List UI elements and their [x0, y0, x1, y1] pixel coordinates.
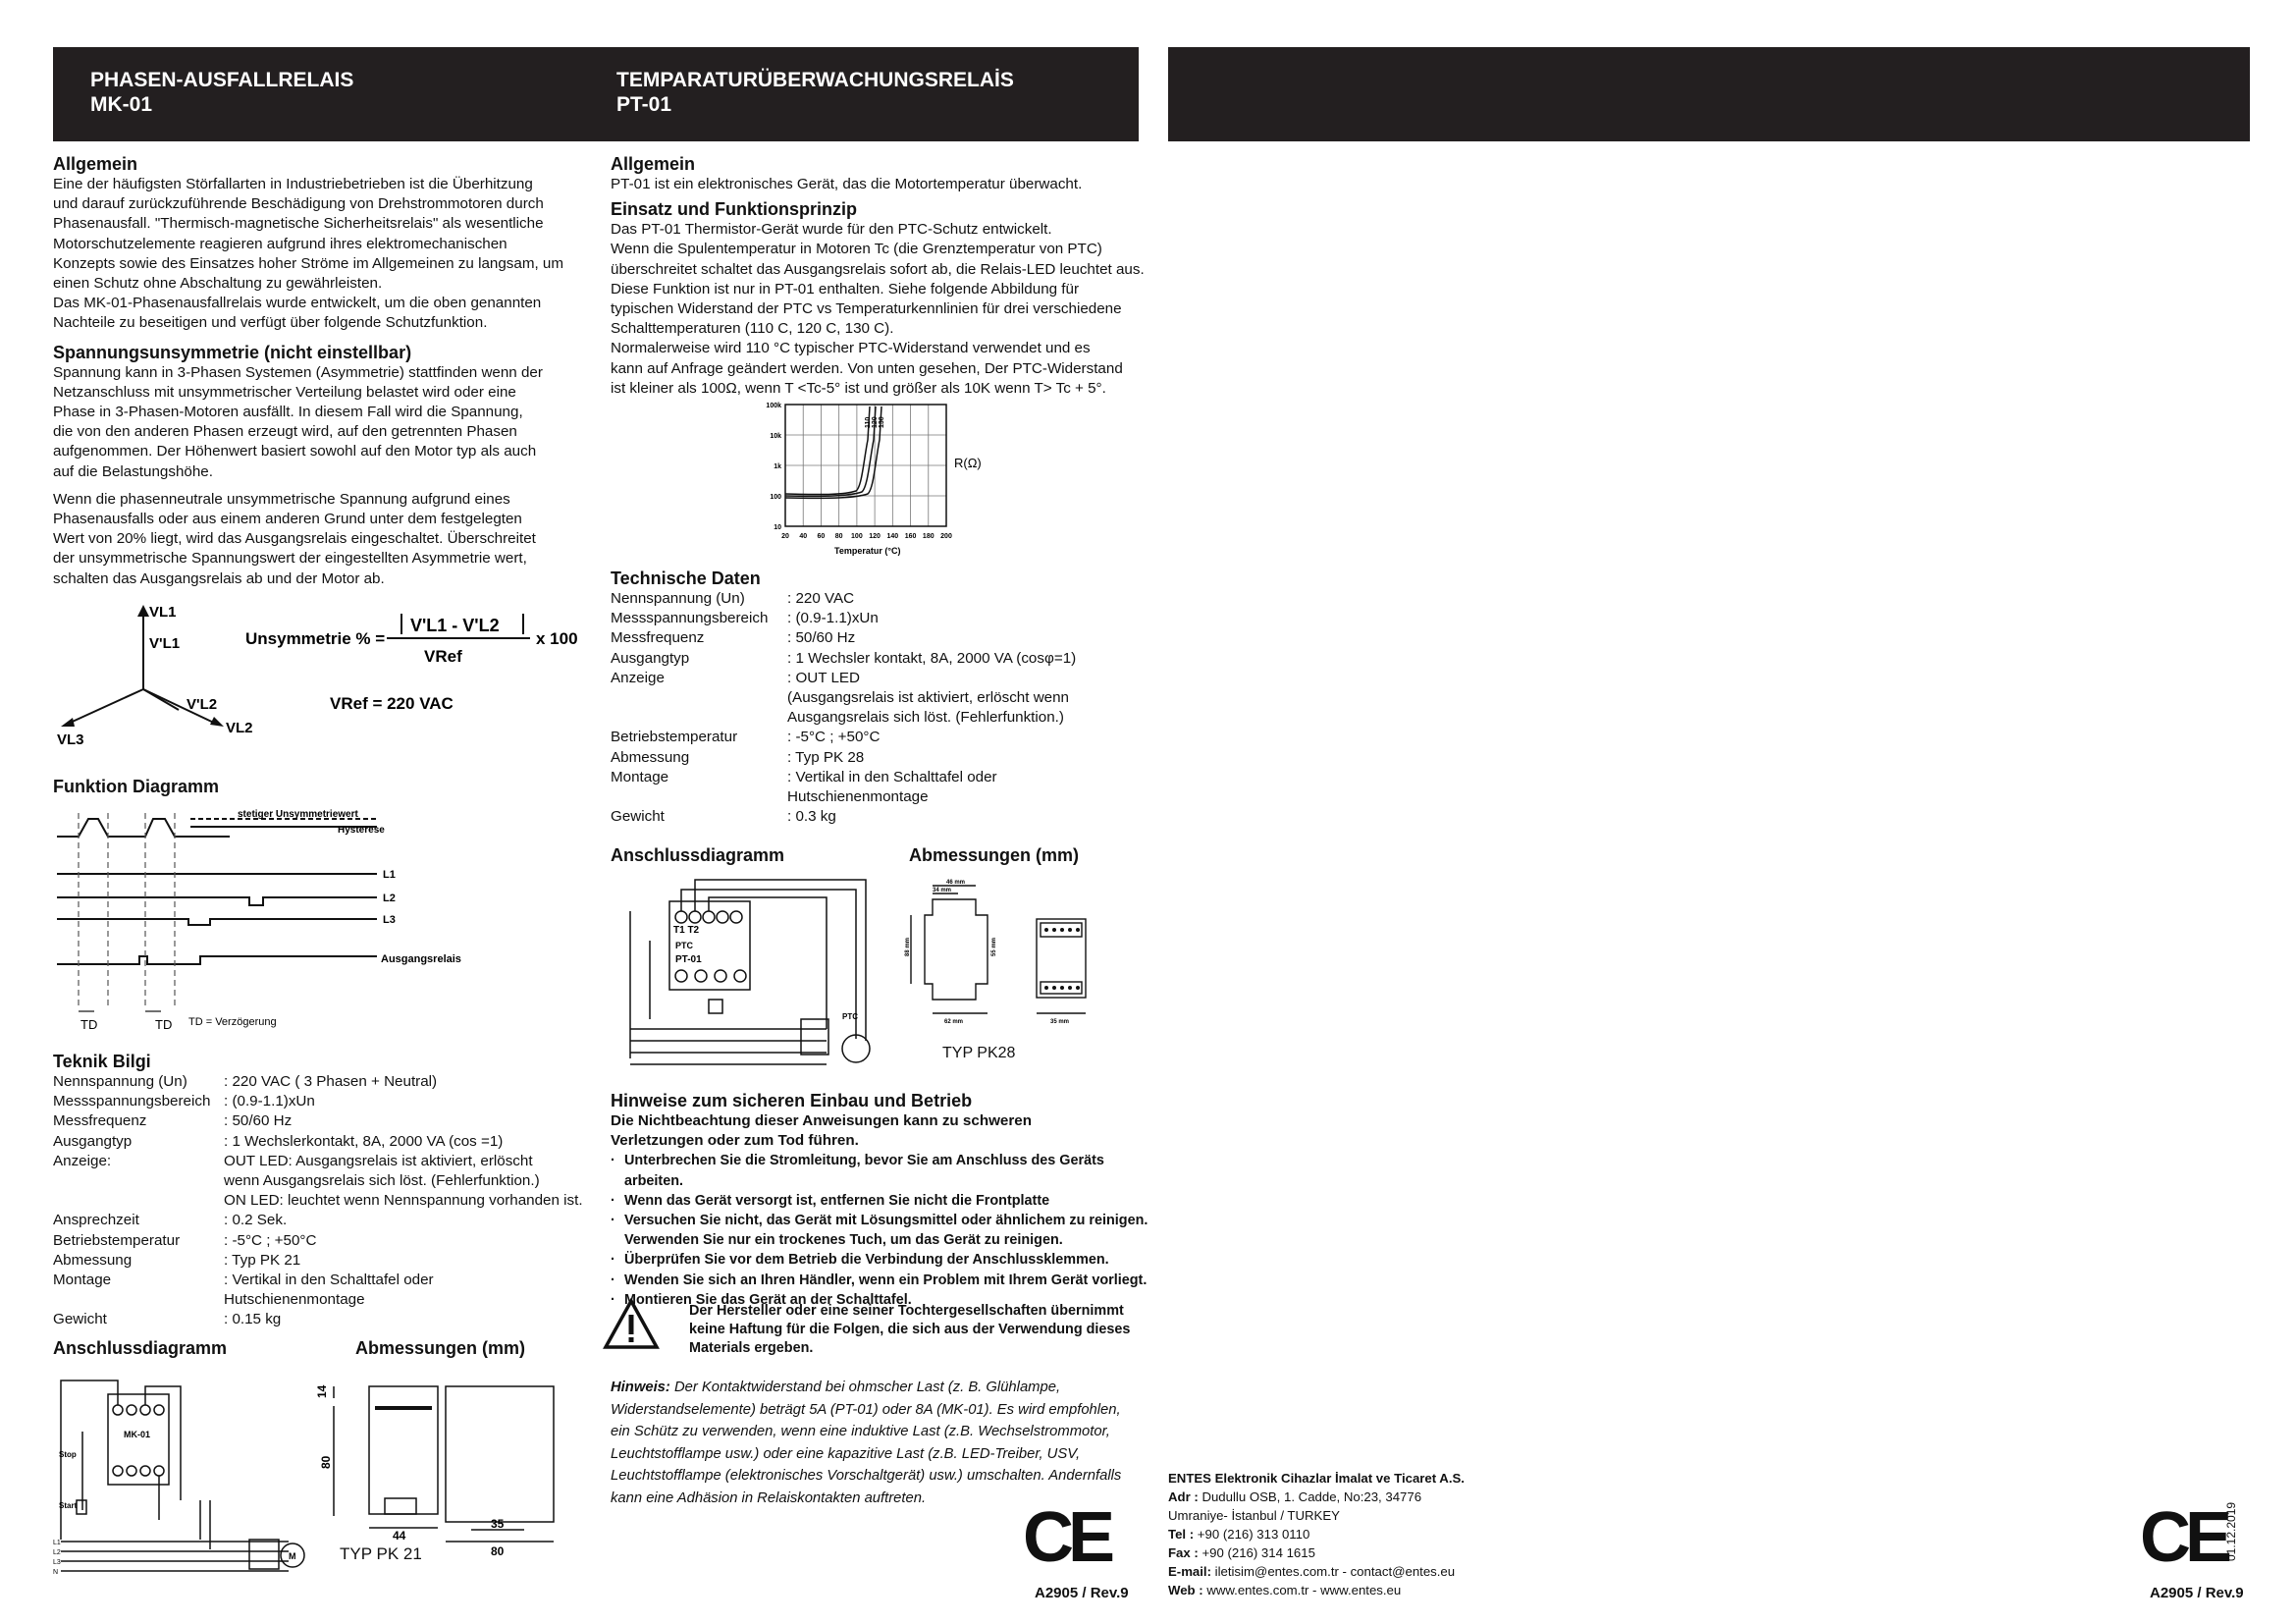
- safety-item-text: Wenden Sie sich an Ihren Händler, wenn ein Problem mit Ihrem Gerät vorliegt.: [624, 1272, 1148, 1288]
- text-line: Phase in 3-Phasen-Motoren ausfällt. In diesem Fall wird die Spannung,: [53, 404, 523, 421]
- l2-label: L2: [383, 893, 396, 904]
- vl3-label: VL3: [57, 731, 84, 748]
- safety-item: [611, 1151, 1160, 1190]
- web-link[interactable]: www.entes.com.tr - www.entes.eu: [1202, 1583, 1402, 1597]
- output-label: Ausgangsrelais: [381, 953, 461, 965]
- formula-denominator: VRef: [424, 647, 462, 666]
- header-bar-right: [1168, 47, 2250, 141]
- x-tick-label: 20: [781, 533, 789, 540]
- mk01-general-text: [53, 175, 583, 334]
- tel-line: [1168, 1525, 1561, 1543]
- text-line: Das MK-01-Phasenausfallrelais wurde entwickelt, um die oben genannten: [53, 295, 542, 312]
- bullet: ·: [611, 1272, 615, 1288]
- bullet: ·: [611, 1252, 615, 1269]
- formula-label: Unsymmetrie % =: [245, 629, 386, 648]
- spec-key: [53, 1191, 224, 1211]
- spec-value: : (0.9-1.1)xUn: [224, 1093, 315, 1110]
- spec-value: Hutschienenmontage: [224, 1291, 365, 1309]
- spec-key: Abmessung: [611, 748, 690, 766]
- dim-88: 88 mm: [905, 937, 911, 956]
- fax-value: +90 (216) 314 1615: [1198, 1545, 1315, 1560]
- safety-item-text: Unterbrechen Sie die Stromleitung, bevor Sie am Anschluss des Geräts arbeiten.: [624, 1153, 1104, 1189]
- safety-item-text: Versuchen Sie nicht, das Gerät mit Lösungsmittel oder ähnlichem zu reinigen.: [624, 1213, 1148, 1229]
- safety-section: [611, 1086, 1160, 1310]
- pt01-header: [616, 68, 1014, 117]
- asymmetry-vector-diagram: [53, 599, 603, 756]
- spec-row: [611, 768, 1160, 787]
- spec-key: Ausgangtyp: [53, 1132, 133, 1150]
- spec-value: : 220 VAC: [787, 590, 855, 607]
- pt01-general-heading: Allgemein: [611, 154, 696, 174]
- mk01-title: PHASEN-AUSFALLRELAIS: [90, 69, 354, 91]
- mk01-asym-text1: [53, 363, 583, 482]
- company-name: ENTES Elektronik Cihazlar İmalat ve Ticaret A.S.: [1168, 1471, 1465, 1486]
- spec-row: [53, 1271, 603, 1290]
- spec-row: [53, 1092, 603, 1111]
- spec-row: [611, 748, 1160, 768]
- text-line: Eine der häufigsten Störfallarten in Industriebetrieben ist die Überhitzung: [53, 176, 533, 192]
- spec-value: : 50/60 Hz: [787, 629, 856, 647]
- safety-item-text: Überprüfen Sie vor dem Betrieb die Verbindung der Anschlussklemmen.: [624, 1252, 1109, 1269]
- mk01-asym-heading: Spannungsunsymmetrie (nicht einstellbar): [53, 342, 412, 362]
- y-tick-label: 100: [770, 494, 781, 501]
- safety-intro: [611, 1111, 1160, 1151]
- bullet: ·: [611, 1213, 615, 1229]
- spec-key: Messfrequenz: [53, 1112, 147, 1130]
- curve-label: 110: [865, 416, 872, 428]
- company-block: [1168, 1469, 1561, 1599]
- x-tick-label: 200: [940, 533, 952, 540]
- spec-value: : 220 VAC ( 3 Phasen + Neutral): [224, 1073, 438, 1090]
- chart-ylabel: R(Ω): [954, 456, 982, 470]
- bullet: ·: [611, 1153, 615, 1169]
- spec-key: Ausgangtyp: [611, 649, 690, 667]
- text-line: kann auf Anfrage geändert werden. Von unten gesehen, Der PTC-Widerstand: [611, 359, 1123, 377]
- pt01-tech: [611, 564, 1160, 827]
- pt01-column: [611, 149, 1160, 399]
- note-label: Hinweis:: [611, 1380, 670, 1395]
- spec-row: [53, 1072, 603, 1092]
- spec-key: [611, 787, 787, 807]
- text-line: Leuchtstofflampe (elektronisches Vorschaltgerät) usw.) umschalten. Andernfalls: [611, 1468, 1122, 1484]
- text-line: und darauf zurückzuführende Beschädigung von Drehstrommotoren durch: [53, 195, 544, 213]
- note-block: [611, 1377, 1160, 1509]
- spec-key: Betriebstemperatur: [53, 1231, 181, 1249]
- ptc-resistance-chart: [746, 401, 1021, 558]
- text-line: auf die Belastungshöhe.: [53, 462, 213, 480]
- text-line: Wenn die Spulentemperatur in Motoren Tc (die Grenztemperatur von PTC): [611, 241, 1102, 258]
- pt01-dimension-drawing: [903, 876, 1099, 1043]
- l2-label: L2: [53, 1549, 61, 1556]
- spec-row: [611, 649, 1160, 669]
- spec-row: [53, 1251, 603, 1271]
- spec-row: [611, 688, 1160, 708]
- pt01-func-text: [611, 220, 1160, 399]
- text-line: Spannung kann in 3-Phasen Systemen (Asymmetrie) stattfinden wenn der: [53, 363, 543, 381]
- adr-label: Adr :: [1168, 1489, 1199, 1504]
- dim-44: 44: [393, 1529, 406, 1543]
- mail-line: [1168, 1562, 1561, 1581]
- pt01-connection-diagram: [611, 872, 885, 1078]
- spec-key: Gewicht: [53, 1311, 107, 1328]
- dim-46: 46 mm: [946, 880, 966, 886]
- pt01-dim-heading: Abmessungen (mm): [909, 845, 1080, 865]
- text-line: Nachteile zu beseitigen und verfügt über folgende Schutzfunktion.: [53, 314, 488, 332]
- bullet: [611, 1230, 624, 1250]
- spec-key: Betriebstemperatur: [611, 729, 738, 746]
- spec-row: [53, 1152, 603, 1171]
- dim-14: 14: [315, 1384, 329, 1398]
- pt01-func-heading: Einsatz und Funktionsprinzip: [611, 199, 857, 220]
- v1-label: V'L1: [149, 635, 181, 652]
- text-line: Diese Funktion ist nur in PT-01 enthalten. Siehe folgende Abbildung für: [611, 280, 1080, 298]
- l3-label: L3: [53, 1559, 61, 1566]
- spec-key: Nennspannung (Un): [53, 1073, 187, 1090]
- web-line: [1168, 1581, 1561, 1599]
- y-tick-label: 10k: [770, 433, 781, 440]
- motor-label: M: [289, 1551, 296, 1561]
- spec-value: OUT LED: Ausgangsrelais ist aktiviert, erlöscht: [224, 1152, 533, 1169]
- text-line: die von den anderen Phasen erzeugt wird, auf den getrennten Phasen: [53, 423, 517, 441]
- mk01-func-block: [53, 772, 583, 797]
- x-tick-label: 80: [834, 533, 843, 540]
- n-label: N: [53, 1569, 59, 1576]
- spec-key: Montage: [611, 768, 669, 785]
- pt01-conn-heading: Anschlussdiagramm: [611, 845, 785, 865]
- td-note: TD = Verzögerung: [188, 1016, 277, 1028]
- ptc-label: PTC: [842, 1012, 858, 1021]
- fax-label: Fax :: [1168, 1545, 1199, 1560]
- header-bar-left: [53, 47, 1139, 141]
- spec-key: Messfrequenz: [611, 629, 705, 647]
- ptc-label: PTC: [675, 941, 693, 950]
- function-timing-diagram: [53, 803, 485, 1039]
- spec-key: [53, 1290, 224, 1310]
- spec-key: [611, 708, 787, 728]
- spec-row: [611, 728, 1160, 747]
- text-line: Motorschutzelemente reagieren aufgrund ihres elektromechanischen: [53, 235, 507, 252]
- mk01-general-heading: Allgemein: [53, 154, 138, 174]
- x-tick-label: 100: [851, 533, 863, 540]
- dim-35: 35: [491, 1517, 505, 1531]
- mk01-dimension-drawing: [314, 1373, 569, 1559]
- mk01-tech-heading: Teknik Bilgi: [53, 1052, 151, 1071]
- spec-row: [611, 628, 1160, 648]
- safety-item-text: Wenn das Gerät versorgt ist, entfernen Sie nicht die Frontplatte: [624, 1192, 1050, 1209]
- safety-item: [611, 1211, 1160, 1230]
- spec-row: [611, 609, 1160, 628]
- spec-row: [53, 1191, 603, 1211]
- spec-value: : Typ PK 21: [224, 1251, 301, 1269]
- x-tick-label: 60: [817, 533, 826, 540]
- mk01-dim-heading: Abmessungen (mm): [355, 1338, 526, 1358]
- spec-row: [53, 1290, 603, 1310]
- safety-item: [611, 1250, 1160, 1270]
- mk01-asym-text2: [53, 490, 583, 589]
- spec-value: wenn Ausgangsrelais sich löst. (Fehlerfunktion.): [224, 1172, 540, 1190]
- text-line: schalten das Ausgangsrelais ab und der Motor ab.: [53, 569, 385, 587]
- formula-numerator: V'L1 - V'L2: [410, 616, 500, 635]
- spec-value: : 0.3 kg: [787, 808, 836, 826]
- note-text: Der Kontaktwiderstand bei ohmscher Last (z. B. Glühlampe,: [669, 1380, 1061, 1395]
- x-tick-label: 180: [922, 533, 934, 540]
- address-line: [1168, 1488, 1561, 1506]
- text-line: Das PT-01 Thermistor-Gerät wurde für den PTC-Schutz entwickelt.: [611, 221, 1052, 239]
- text-line: keine Haftung für die Folgen, die sich aus der Verwendung dieses: [689, 1322, 1131, 1337]
- vl2-label: VL2: [226, 720, 253, 736]
- mk01-subtitle: MK-01: [90, 93, 153, 116]
- warning-icon: [603, 1298, 660, 1351]
- text-line: Phasenausfall. "Thermisch-magnetische Sicherheitsrelais" als wesentliche: [53, 215, 544, 233]
- vl1-label: VL1: [149, 604, 177, 621]
- x-tick-label: 160: [904, 533, 917, 540]
- safety-item: [611, 1191, 1160, 1211]
- text-line: Phasenausfalls oder aus einem anderen Grund unter dem festgelegten: [53, 511, 522, 528]
- spec-value: (Ausgangsrelais ist aktiviert, erlöscht wenn: [787, 689, 1069, 707]
- spec-key: Anzeige:: [53, 1152, 112, 1169]
- spec-row: [53, 1132, 603, 1152]
- mk01-type-label: TYP PK 21: [340, 1544, 422, 1563]
- safety-item: [611, 1271, 1160, 1290]
- safety-heading: Hinweise zum sicheren Einbau und Betrieb: [611, 1091, 973, 1110]
- spec-key: [611, 688, 787, 708]
- safety-item-text: Montieren Sie das Gerät an der Schalttafel.: [624, 1291, 912, 1308]
- y-tick-label: 10: [774, 524, 781, 531]
- dim-62: 62 mm: [944, 1019, 964, 1025]
- spec-value: : 0.2 Sek.: [224, 1212, 288, 1229]
- spec-key: Montage: [53, 1272, 112, 1289]
- text-line: Netzanschluss mit unsymmetrischer Verteilung belastet wird oder eine: [53, 383, 516, 401]
- start-label: Start: [59, 1501, 78, 1510]
- spec-value: : Vertikal in den Schalttafel oder: [224, 1272, 434, 1289]
- dim-80b: 80: [491, 1544, 505, 1558]
- spec-value: Hutschienenmontage: [787, 788, 929, 806]
- curve-label: 120: [872, 416, 879, 428]
- spec-row: [611, 669, 1160, 688]
- spec-row: [53, 1111, 603, 1131]
- revision-label: A2905 / Rev.9: [2150, 1585, 2244, 1601]
- spec-row: [611, 807, 1160, 827]
- dim-80: 80: [319, 1455, 333, 1469]
- chart-xlabel: Temperatur (°C): [834, 546, 901, 556]
- spec-key: Abmessung: [53, 1251, 133, 1269]
- text-line: Wert von 20% liegt, wird das Ausgangsrelais eingeschaltet. Überschreitet: [53, 530, 536, 548]
- spec-key: Anzeige: [611, 669, 665, 686]
- text-line: aufgenommen. Der Höhenwert basiert sowohl auf den Motor typ als auch: [53, 443, 537, 460]
- spec-value: : Vertikal in den Schalttafel oder: [787, 768, 997, 785]
- spec-key: Nennspannung (Un): [611, 590, 745, 607]
- text-line: Die Nichtbeachtung dieser Anweisungen kann zu schweren: [611, 1112, 1032, 1129]
- x-tick-label: 120: [869, 533, 881, 540]
- safety-item: [611, 1230, 1160, 1250]
- tel-value: +90 (216) 313 0110: [1194, 1527, 1310, 1542]
- email-link[interactable]: iletisim@entes.com.tr - contact@entes.eu: [1210, 1564, 1456, 1579]
- text-line: der unsymmetrische Spannungswert der eingestellten Asymmetrie wert,: [53, 550, 527, 568]
- mk01-connection-diagram: [53, 1373, 318, 1579]
- mk01-device-label: MK-01: [124, 1430, 151, 1439]
- warning-text: [689, 1302, 1150, 1358]
- text-line: Wenn die phasenneutrale unsymmetrische Spannung aufgrund eines: [53, 490, 510, 508]
- spec-value: : -5°C ; +50°C: [787, 729, 881, 746]
- spec-value: : -5°C ; +50°C: [224, 1231, 317, 1249]
- dim-35: 35 mm: [1050, 1019, 1070, 1025]
- mk01-column: [53, 149, 583, 589]
- spec-value: : 50/60 Hz: [224, 1112, 293, 1130]
- l3-label: L3: [383, 914, 396, 926]
- pt01-subtitle: PT-01: [616, 93, 672, 116]
- bullet: ·: [611, 1192, 615, 1209]
- spec-key: [53, 1171, 224, 1191]
- spec-value: : (0.9-1.1)xUn: [787, 610, 879, 627]
- spec-value: : 0.15 kg: [224, 1311, 282, 1328]
- y-tick-label: 1k: [774, 463, 781, 470]
- l1-label: L1: [383, 869, 396, 881]
- address-line-2: Umraniye- İstanbul / TURKEY: [1168, 1508, 1340, 1523]
- mk01-tech: [53, 1047, 603, 1330]
- fax-line: [1168, 1543, 1561, 1562]
- td-label: TD: [80, 1017, 98, 1032]
- spec-key: Messspannungsbereich: [53, 1093, 211, 1110]
- td-label: TD: [155, 1017, 173, 1032]
- safety-list: [611, 1151, 1160, 1310]
- spec-value: : 1 Wechslerkontakt, 8A, 2000 VA (cos =1): [224, 1132, 504, 1150]
- text-line: Materials ergeben.: [689, 1340, 814, 1356]
- ce-mark: CE: [2140, 1498, 2227, 1577]
- vref-value: VRef = 220 VAC: [330, 694, 454, 713]
- text-line: Widerstandselemente) beträgt 5A (PT-01) oder 8A (MK-01). Es wird empfohlen,: [611, 1401, 1121, 1418]
- spec-key: Gewicht: [611, 808, 665, 826]
- ce-mark: CE: [1023, 1498, 1110, 1577]
- text-line: ein Schütz zu verwenden, wenn eine induktive Last (z.B. Wechselstrommotor,: [611, 1424, 1110, 1439]
- text-line: ist kleiner als 100Ω, wenn T <Tc-5° ist und größer als 10K wenn T> Tc + 5°.: [611, 379, 1106, 397]
- mk01-header: [90, 68, 353, 117]
- safety-item-text: Verwenden Sie nur ein trockenes Tuch, um das Gerät zu reinigen.: [624, 1232, 1063, 1249]
- text-line: Konzepts sowie des Einsatzes hoher Ströme im Allgemeinen zu langsam, um: [53, 254, 564, 272]
- text-line: Verletzungen oder zum Tod führen.: [611, 1132, 859, 1150]
- adr-value: Dudullu OSB, 1. Cadde, No:23, 34776: [1198, 1489, 1422, 1504]
- mk01-conn-heading: Anschlussdiagramm: [53, 1338, 228, 1358]
- spec-row: [53, 1231, 603, 1251]
- dim-55: 55 mm: [991, 937, 997, 956]
- y-tick-label: 100k: [766, 403, 781, 409]
- l1-label: L1: [53, 1540, 61, 1546]
- text-line: Leuchtstofflampe usw.) oder eine kapazitive Last (z.B. LED-Treiber, USV,: [611, 1445, 1081, 1462]
- bullet: ·: [611, 1291, 615, 1308]
- spec-value: : 1 Wechsler kontakt, 8A, 2000 VA (cosφ=1): [787, 649, 1077, 667]
- t1t2-label: T1 T2: [673, 925, 700, 936]
- spec-value: : OUT LED: [787, 669, 860, 686]
- spec-key: Ansprechzeit: [53, 1212, 139, 1229]
- spec-row: [53, 1310, 603, 1329]
- x-tick-label: 140: [886, 533, 899, 540]
- pt01-general-text: PT-01 ist ein elektronisches Gerät, das die Motortemperatur überwacht.: [611, 176, 1083, 192]
- text-line: Schalttemperaturen (110 C, 120 C, 130 C).: [611, 320, 894, 338]
- text-line: überschreitet schaltet das Ausgangsrelais sofort ab, die Relais-LED leuchtet aus.: [611, 260, 1145, 278]
- text-line: Normalerweise wird 110 °C typischer PTC-Widerstand verwendet und es: [611, 340, 1091, 357]
- web-label: Web :: [1168, 1583, 1203, 1597]
- spec-value: : Typ PK 28: [787, 748, 865, 766]
- pt01-device-label: PT-01: [675, 954, 702, 965]
- date-label: 01.12.2019: [2224, 1501, 2238, 1561]
- pt01-tech-heading: Technische Daten: [611, 568, 761, 588]
- spec-key: Messspannungsbereich: [611, 610, 769, 627]
- curve-label: 130: [879, 416, 885, 428]
- pt01-type-label: TYP PK28: [942, 1045, 1016, 1061]
- tel-label: Tel :: [1168, 1527, 1195, 1542]
- stop-label: Stop: [59, 1450, 77, 1459]
- spec-row: [53, 1171, 603, 1191]
- mail-label: E-mail:: [1168, 1564, 1211, 1579]
- text-line: kann eine Adhäsion in Relaiskontakten auftreten.: [611, 1489, 927, 1506]
- pt01-title: TEMPARATURÜBERWACHUNGSRELAİS: [616, 69, 1014, 91]
- revision-label: A2905 / Rev.9: [1035, 1585, 1129, 1601]
- text-line: typischen Widerstand der PTC vs Temperaturkennlinien für drei verschiedene: [611, 300, 1122, 318]
- text-line: [611, 1377, 1160, 1399]
- spec-row: [611, 708, 1160, 728]
- dim-34: 34 mm: [933, 888, 952, 893]
- v2-label: V'L2: [187, 696, 218, 713]
- text-line: Der Hersteller oder eine seiner Tochtergesellschaften übernimmt: [689, 1303, 1124, 1319]
- pt01-tech-list: [611, 589, 1160, 827]
- spec-row: [611, 787, 1160, 807]
- mk01-func-heading: Funktion Diagramm: [53, 777, 220, 796]
- spec-value: Ausgangsrelais sich löst. (Fehlerfunktion.): [787, 709, 1064, 727]
- formula-factor: x 100: [536, 629, 578, 648]
- text-line: einen Schutz ohne Abschaltung zu gewährleisten.: [53, 275, 383, 293]
- x-tick-label: 40: [799, 533, 808, 540]
- spec-row: [611, 589, 1160, 609]
- hysteresis-label: Hysterese: [338, 825, 385, 836]
- spec-value: ON LED: leuchtet wenn Nennspannung vorhanden ist.: [224, 1192, 583, 1210]
- spec-row: [53, 1211, 603, 1230]
- mk01-tech-list: [53, 1072, 603, 1330]
- threshold-label: stetiger Unsymmetriewert: [238, 809, 358, 820]
